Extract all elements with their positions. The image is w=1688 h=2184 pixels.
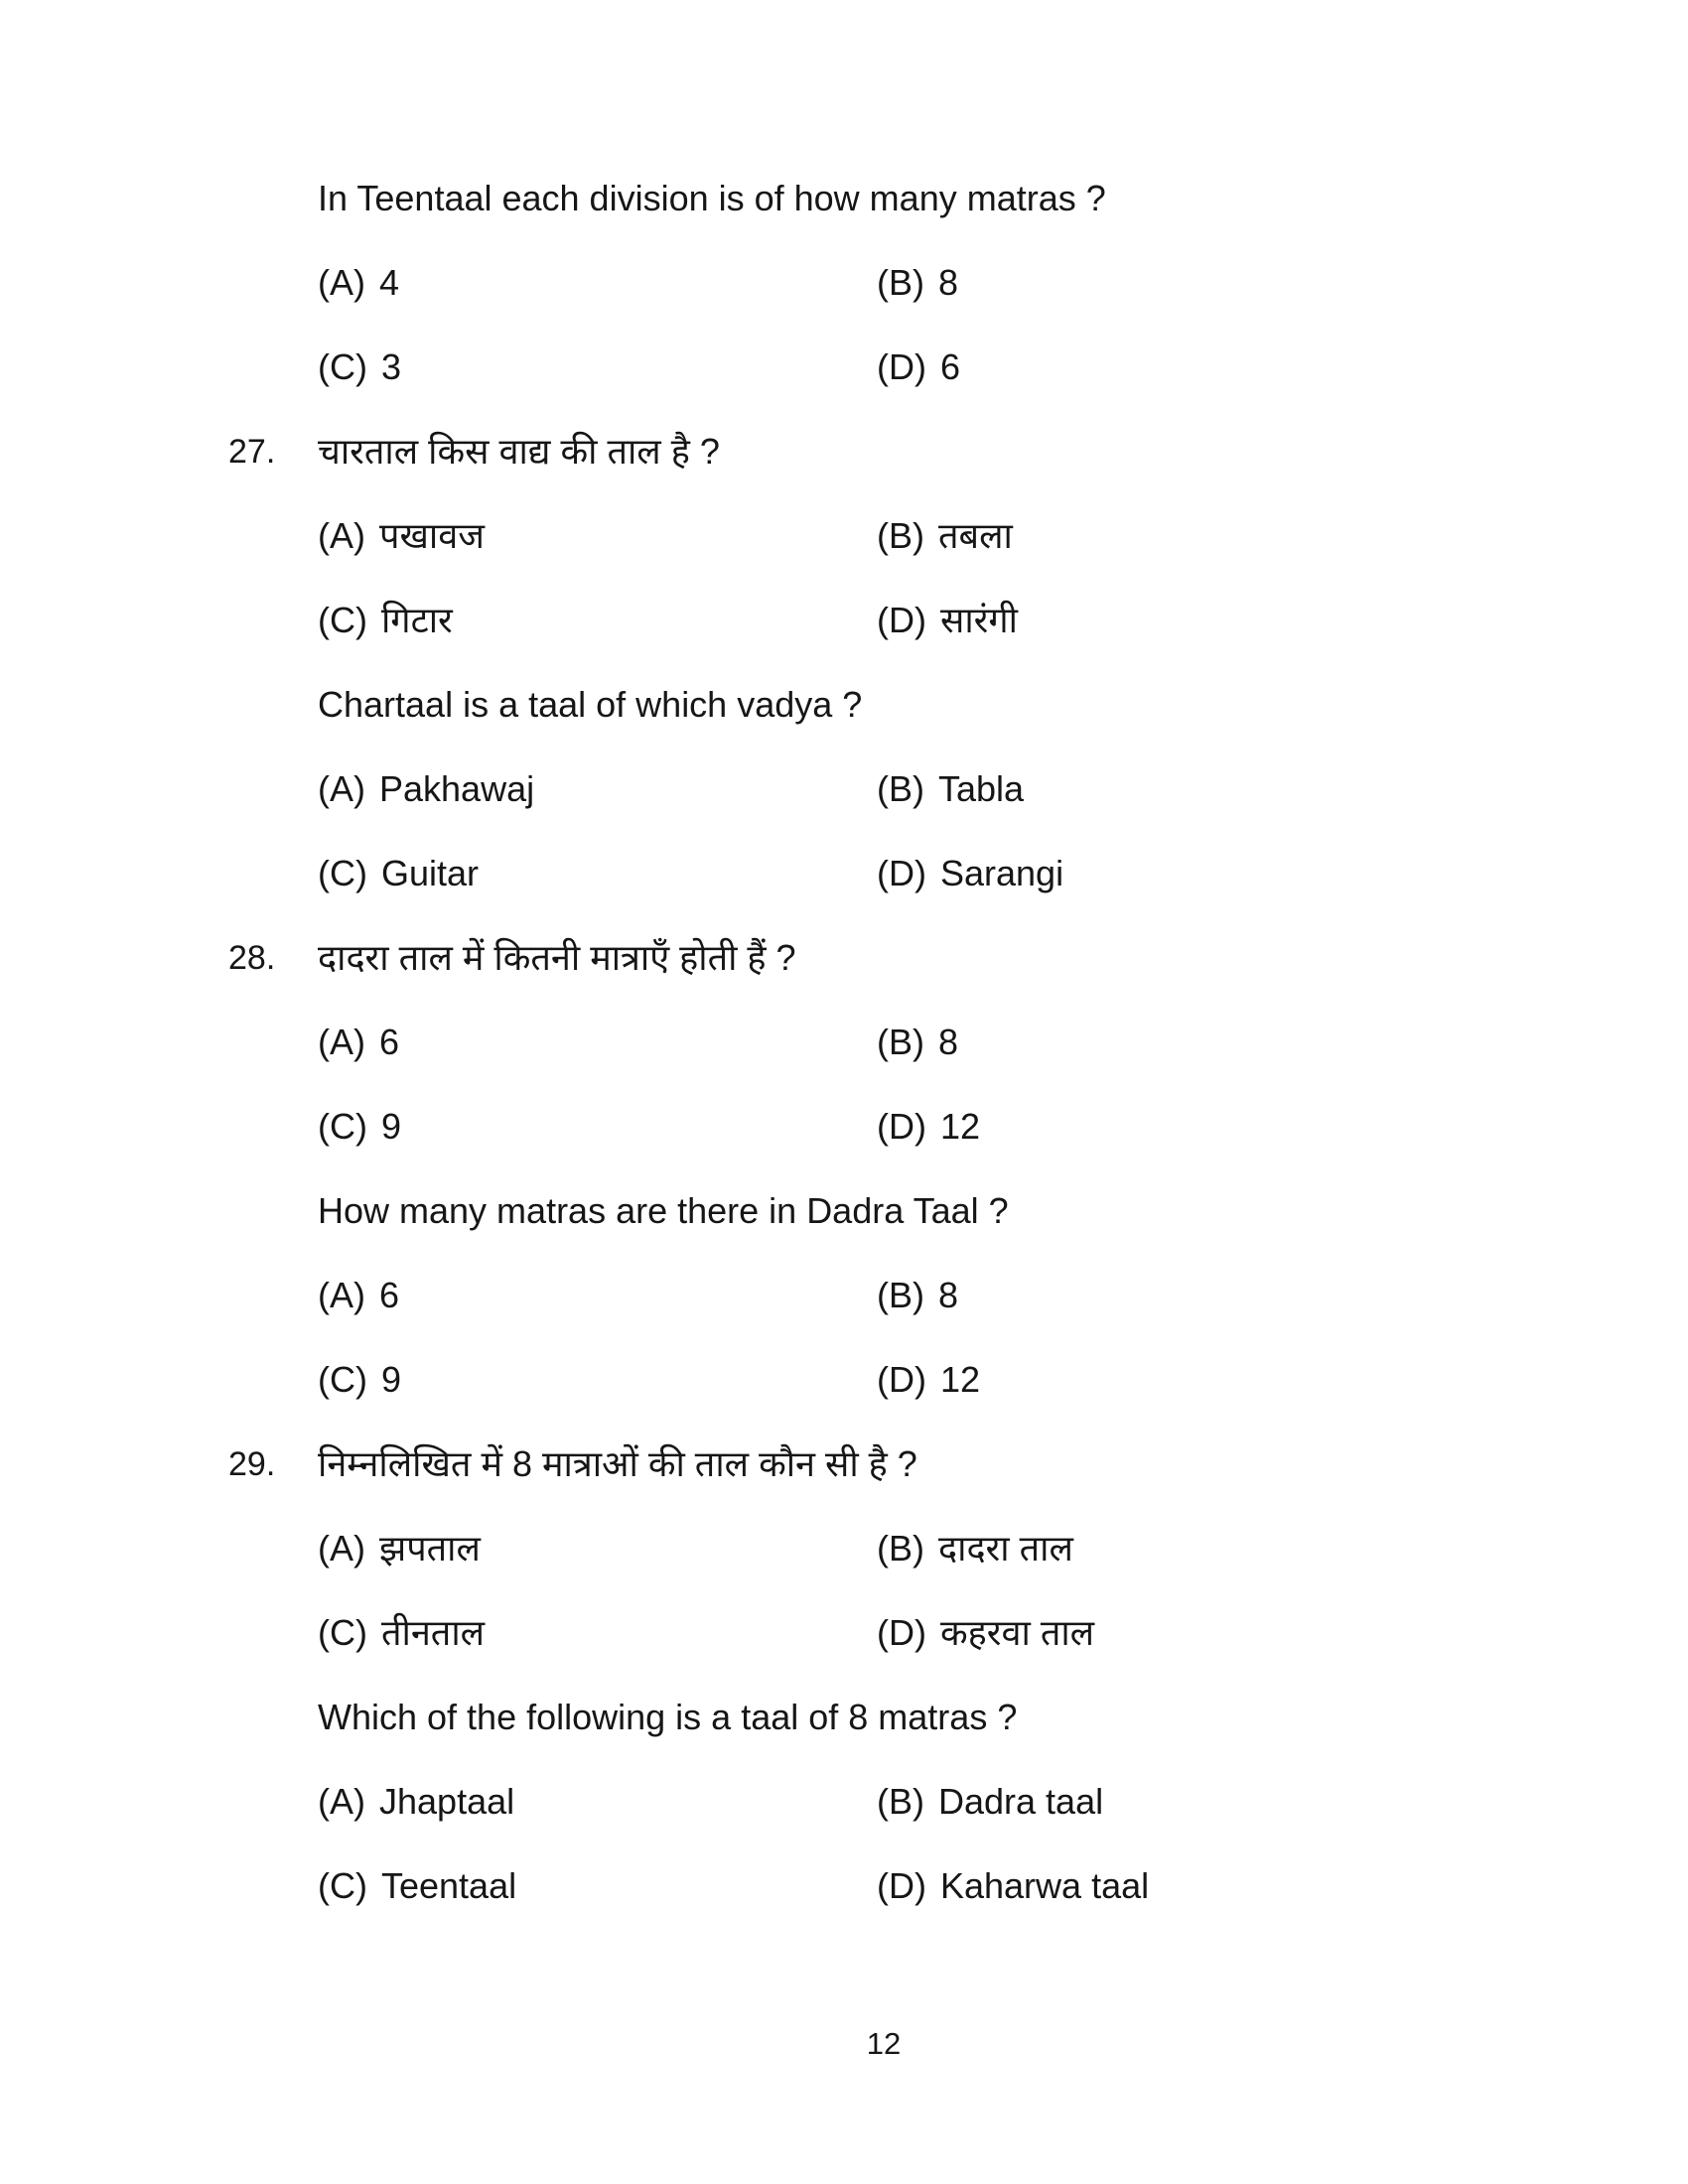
option-a-label: (A) — [318, 1781, 365, 1822]
option-d-text: सारंगी — [939, 600, 1018, 640]
option-c-label: (C) — [318, 1106, 367, 1147]
option-c-label: (C) — [318, 346, 367, 387]
option-d-text: 12 — [939, 1106, 981, 1147]
options-line — [228, 1778, 1519, 1826]
options-line — [228, 259, 1519, 307]
option-b-text: तबला — [938, 515, 1013, 556]
question-line — [228, 1694, 1519, 1741]
question-text: In Teentaal each division is of how many matras ? — [318, 178, 1106, 218]
question-block-27-hi — [228, 428, 1519, 644]
option-c — [318, 597, 877, 644]
question-line — [228, 428, 1519, 476]
option-b — [877, 765, 1519, 813]
option-c — [318, 343, 877, 391]
options-line — [228, 1525, 1519, 1572]
question-block-29-hi — [228, 1440, 1519, 1657]
question-text: दादरा ताल में कितनी मात्राएँ होती हैं ? — [318, 937, 796, 978]
options-line — [228, 850, 1519, 897]
option-b-text: 8 — [938, 1275, 959, 1315]
options-line — [228, 512, 1519, 560]
option-c — [318, 1356, 877, 1404]
options-line — [228, 1019, 1519, 1066]
question-line — [228, 175, 1519, 222]
option-c-text: 3 — [380, 346, 402, 387]
option-a — [318, 512, 877, 560]
option-d-text: 6 — [939, 346, 961, 387]
option-c-text: गिटार — [380, 600, 453, 640]
question-text: Which of the following is a taal of 8 matras ? — [318, 1697, 1018, 1737]
option-a — [318, 259, 877, 307]
option-d — [877, 850, 1519, 897]
question-block-28-en — [228, 1187, 1519, 1404]
option-c — [318, 850, 877, 897]
option-d-label: (D) — [877, 1359, 926, 1400]
option-a-label: (A) — [318, 1022, 365, 1062]
option-c-label: (C) — [318, 1359, 367, 1400]
option-d-text: 12 — [939, 1359, 981, 1400]
option-c-text: 9 — [380, 1359, 402, 1400]
option-b-text: 8 — [938, 1022, 959, 1062]
option-a-text: Pakhawaj — [379, 768, 535, 809]
option-c-text: Guitar — [380, 853, 480, 893]
option-a-text: झपताल — [379, 1528, 481, 1569]
option-b-label: (B) — [877, 262, 924, 303]
options-line — [228, 597, 1519, 644]
option-a-text: 6 — [379, 1022, 400, 1062]
option-b — [877, 1525, 1519, 1572]
question-number: 29. — [228, 1445, 276, 1483]
page-number: 12 — [866, 2026, 902, 2061]
options-line — [228, 1356, 1519, 1404]
option-a-text: 6 — [379, 1275, 400, 1315]
question-text: How many matras are there in Dadra Taal ? — [318, 1190, 1009, 1231]
option-b-label: (B) — [877, 1528, 924, 1569]
option-a — [318, 1778, 877, 1826]
option-b-text: 8 — [938, 262, 959, 303]
option-a-label: (A) — [318, 1275, 365, 1315]
option-d-label: (D) — [877, 1106, 926, 1147]
option-b-label: (B) — [877, 1275, 924, 1315]
option-a — [318, 1272, 877, 1319]
option-c-text: तीनताल — [380, 1612, 486, 1653]
question-number: 28. — [228, 939, 276, 977]
options-line — [228, 1272, 1519, 1319]
question-block-26-en — [228, 175, 1519, 391]
question-text: Chartaal is a taal of which vadya ? — [318, 684, 863, 725]
question-text: निम्नलिखित में 8 मात्राओं की ताल कौन सी है ? — [318, 1443, 917, 1484]
option-b — [877, 1272, 1519, 1319]
option-d — [877, 1103, 1519, 1151]
option-a — [318, 1019, 877, 1066]
questions-area — [228, 175, 1519, 1947]
option-d-text: Sarangi — [939, 853, 1064, 893]
question-text: चारताल किस वाद्य की ताल है ? — [318, 431, 720, 472]
option-b-text: Tabla — [938, 768, 1025, 809]
option-b-text: दादरा ताल — [938, 1528, 1073, 1569]
option-b — [877, 259, 1519, 307]
option-d-label: (D) — [877, 1612, 926, 1653]
option-a-text: Jhaptaal — [379, 1781, 515, 1822]
option-d — [877, 343, 1519, 391]
option-d-text: Kaharwa taal — [939, 1865, 1150, 1906]
options-line — [228, 1862, 1519, 1910]
option-b-text: Dadra taal — [938, 1781, 1104, 1822]
option-d — [877, 1862, 1519, 1910]
option-d-label: (D) — [877, 853, 926, 893]
option-b — [877, 512, 1519, 560]
option-c-text: 9 — [380, 1106, 402, 1147]
question-line — [228, 1187, 1519, 1235]
question-line — [228, 1440, 1519, 1488]
options-line — [228, 765, 1519, 813]
options-line — [228, 1103, 1519, 1151]
option-a-text: पखावज — [379, 515, 485, 556]
option-b — [877, 1019, 1519, 1066]
option-c-text: Teentaal — [380, 1865, 517, 1906]
option-c — [318, 1862, 877, 1910]
option-b-label: (B) — [877, 768, 924, 809]
option-d-label: (D) — [877, 1865, 926, 1906]
options-line — [228, 1609, 1519, 1657]
option-d-text: कहरवा ताल — [939, 1612, 1095, 1653]
option-a-label: (A) — [318, 262, 365, 303]
option-c — [318, 1609, 877, 1657]
question-line — [228, 681, 1519, 729]
question-block-29-en — [228, 1694, 1519, 1910]
option-a — [318, 765, 877, 813]
option-c-label: (C) — [318, 853, 367, 893]
option-a-label: (A) — [318, 1528, 365, 1569]
option-c-label: (C) — [318, 1612, 367, 1653]
option-d-label: (D) — [877, 346, 926, 387]
question-number: 27. — [228, 433, 276, 471]
option-c — [318, 1103, 877, 1151]
option-a-label: (A) — [318, 515, 365, 556]
question-block-27-en — [228, 681, 1519, 897]
option-a-text: 4 — [379, 262, 400, 303]
question-line — [228, 934, 1519, 982]
option-b-label: (B) — [877, 1781, 924, 1822]
option-b-label: (B) — [877, 1022, 924, 1062]
option-d — [877, 1609, 1519, 1657]
option-d-label: (D) — [877, 600, 926, 640]
option-d — [877, 597, 1519, 644]
option-a-label: (A) — [318, 768, 365, 809]
option-c-label: (C) — [318, 600, 367, 640]
option-b-label: (B) — [877, 515, 924, 556]
options-line — [228, 343, 1519, 391]
option-a — [318, 1525, 877, 1572]
option-d — [877, 1356, 1519, 1404]
option-c-label: (C) — [318, 1865, 367, 1906]
question-block-28-hi — [228, 934, 1519, 1151]
option-b — [877, 1778, 1519, 1826]
